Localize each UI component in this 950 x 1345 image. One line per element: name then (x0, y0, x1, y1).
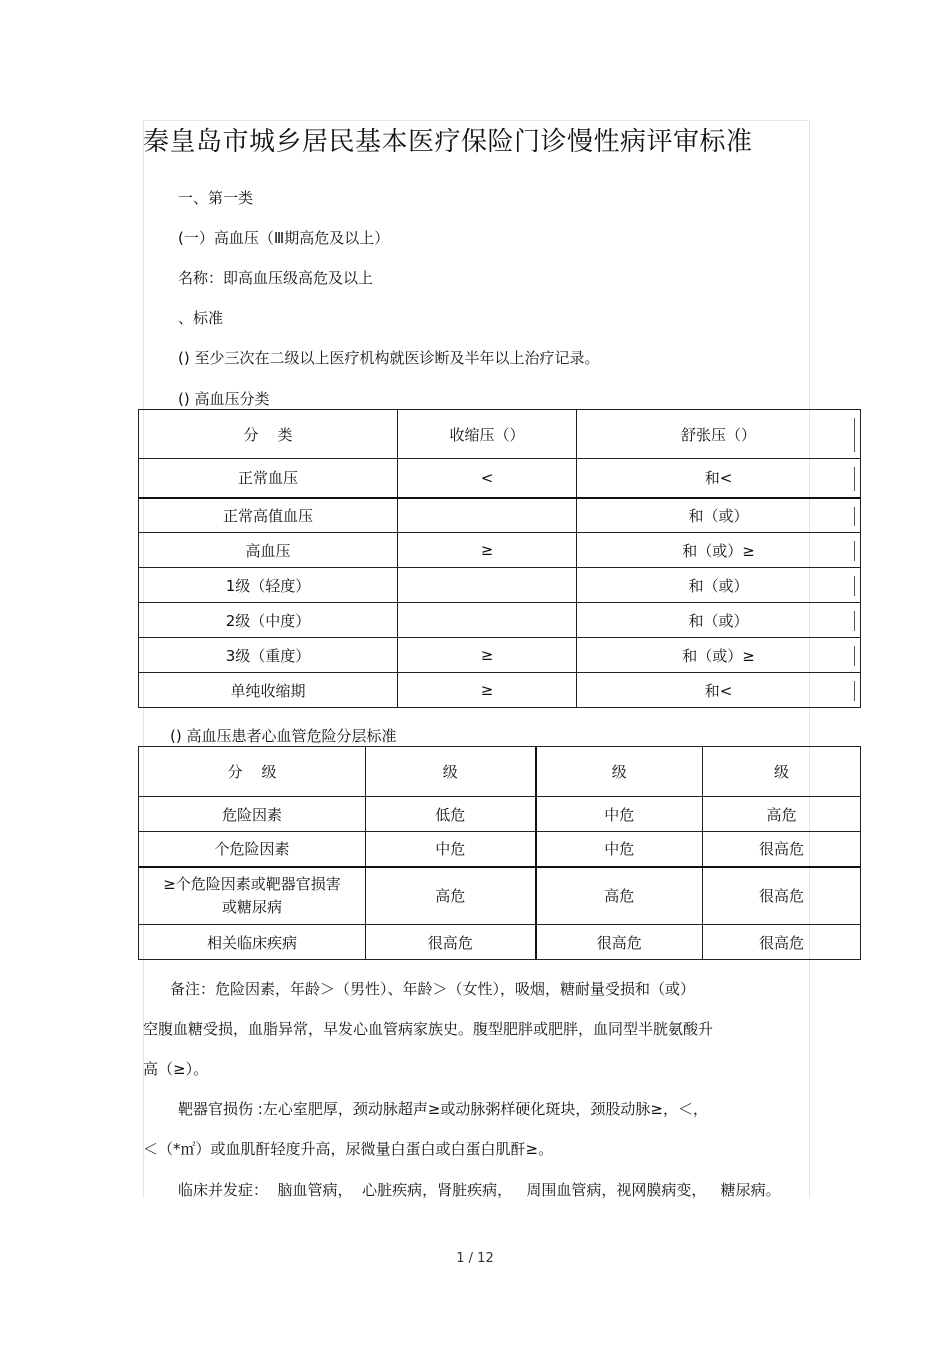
bp-classification-table (138, 409, 861, 708)
table-cell: 中危 (536, 832, 703, 867)
table-cell (398, 568, 577, 603)
table-header-row (139, 410, 861, 459)
table-cell: 高危 (366, 867, 536, 925)
header-cell: 级 (536, 747, 703, 797)
table-row (139, 533, 861, 568)
table-row (139, 568, 861, 603)
table-cell: 低危 (366, 797, 536, 832)
table-cell (398, 498, 577, 533)
note-line: ＜（*㎡）或血肌酐轻度升高，尿微量白蛋白或白蛋白肌酐≥。 (143, 1140, 554, 1158)
note-line: 高（≥）。 (143, 1060, 209, 1078)
table-cell: 和< (577, 459, 861, 498)
note-line: 空腹血糖受损，血脂异常，早发心血管病家族史。腹型肥胖或肥胖，血同型半胱氨酸升 (143, 1020, 714, 1038)
table-row (139, 498, 861, 533)
table-row (139, 459, 861, 498)
table-cell: 很高危 (366, 925, 536, 960)
table-header-row (139, 747, 861, 797)
table-cell: 高血压 (139, 533, 398, 568)
table-row (139, 797, 861, 832)
table-cell: 1级（轻度） (139, 568, 398, 603)
table-cell: 和（或） (577, 568, 861, 603)
standard-heading: 、标准 (178, 309, 224, 327)
table-cell: 中危 (536, 797, 703, 832)
cell-line: 或糖尿病 (221, 897, 282, 916)
table-cell: 3级（重度） (139, 638, 398, 673)
table-cell: 2级（中度） (139, 603, 398, 638)
page-number: 1 / 12 (456, 1251, 494, 1266)
table-cell: 正常血压 (139, 459, 398, 498)
table-cell (139, 867, 366, 925)
header-cell: 舒张压（） (577, 410, 861, 459)
table-cell: ≥ (398, 638, 577, 673)
table-row (139, 925, 861, 960)
table-row (139, 603, 861, 638)
table-cell: 很高危 (703, 925, 861, 960)
table-cell: 个危险因素 (139, 832, 366, 867)
table-cell: 很高危 (703, 832, 861, 867)
table-cell: 高危 (536, 867, 703, 925)
note-line: 临床并发症： 脑血管病， 心脏疾病，肾脏疾病， 周围血管病，视网膜病变， 糖尿病。 (178, 1181, 781, 1199)
table1-caption: () 高血压分类 (178, 390, 270, 408)
table-cell: 和（或） (577, 603, 861, 638)
table-cell: 高危 (703, 797, 861, 832)
document-title: 秦皇岛市城乡居民基本医疗保险门诊慢性病评审标准 (143, 127, 753, 157)
cell-line: ≥个危险因素或靶器官损害 (163, 874, 341, 893)
criteria-line: () 至少三次在二级以上医疗机构就医诊断及半年以上治疗记录。 (178, 349, 600, 367)
table-row (139, 673, 861, 708)
table-cell: 危险因素 (139, 797, 366, 832)
table-cell: 和（或）≥ (577, 533, 861, 568)
note-line: 备注：危险因素，年龄＞（男性）、年龄＞（女性），吸烟，糖耐量受损和（或） (170, 980, 696, 998)
header-cell: 分 级 (139, 747, 366, 797)
table-cell: 很高危 (536, 925, 703, 960)
table-cell: ≥ (398, 533, 577, 568)
risk-stratification-table (138, 746, 861, 960)
table-cell: 和（或）≥ (577, 638, 861, 673)
note-line: 靶器官损伤 :左心室肥厚，颈动脉超声≥或动脉粥样硬化斑块，颈股动脉≥，＜， (178, 1100, 708, 1118)
table-cell: 单纯收缩期 (139, 673, 398, 708)
subsection-heading: (一）高血压（Ⅲ期高危及以上） (178, 229, 390, 247)
table-cell: 正常高值血压 (139, 498, 398, 533)
table-cell: 很高危 (703, 867, 861, 925)
table-row (139, 638, 861, 673)
section-heading: 一、第一类 (178, 189, 254, 207)
header-cell: 收缩压（） (398, 410, 577, 459)
table-cell: 相关临床疾病 (139, 925, 366, 960)
table-cell: 中危 (366, 832, 536, 867)
table-cell: 和< (577, 673, 861, 708)
table-cell: 和（或） (577, 498, 861, 533)
table-cell (398, 603, 577, 638)
table-row (139, 832, 861, 867)
table2-caption: () 高血压患者心血管危险分层标准 (170, 727, 397, 745)
header-cell: 分 类 (139, 410, 398, 459)
header-cell: 级 (703, 747, 861, 797)
name-line: 名称：即高血压级高危及以上 (178, 269, 374, 287)
header-cell: 级 (366, 747, 536, 797)
table-cell: < (398, 459, 577, 498)
table-cell: ≥ (398, 673, 577, 708)
table-row (139, 867, 861, 925)
